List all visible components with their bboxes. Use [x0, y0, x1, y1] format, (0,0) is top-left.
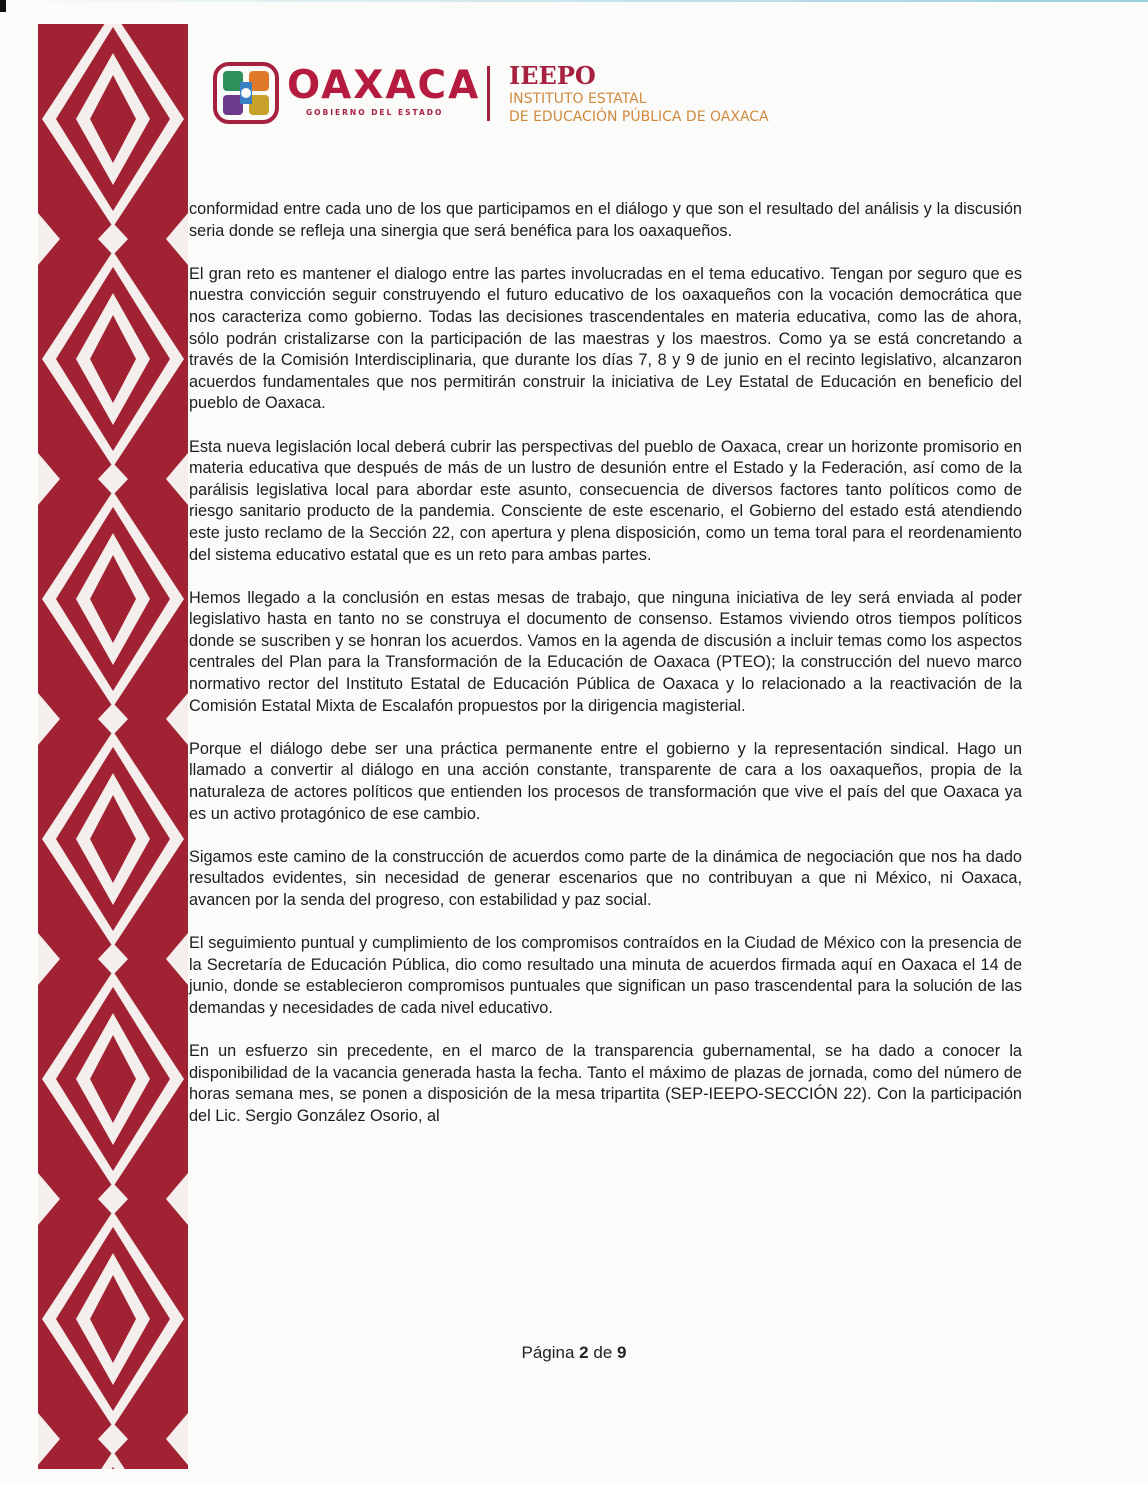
body-paragraph: Porque el diálogo debe ser una práctica permanente entre el gobierno y la representación sindical. Hago un llamado a convertir al diálogo en una acción constante, transparente de cara a los oaxaqueños, propia de la naturaleza de actores políticos que entienden los procesos de transformación que vive el país del que Oaxaca ya es un activo protagónico de ese cambio. — [189, 739, 1022, 823]
body-paragraph: El seguimiento puntual y cumplimiento de los compromisos contraídos en la Ciudad de México con la presencia de la Secretaría de Educación Pública, dio como resultado una minuta de acuerdos firmada aquí en Oaxaca el 14 de junio, donde se establecieron compromisos puntuales que significan un paso trascendental para la solución de las demandas y necesidades de cada nivel educativo. — [189, 934, 1022, 1017]
page-number — [0, 1343, 1148, 1363]
agency-acronym: IEEPO — [509, 61, 596, 90]
body-paragraph: El gran reto es mantener el dialogo entre las partes involucradas en el tema educativo. Tengan por seguro que es nuestra convicción seguir construyendo el futuro educativo de los oaxaqueños con la vocación democrática que nos caracteriza como gobierno. Todas las decisiones trascendentales en materia educativa, como las de ahora, sólo podrán cristalizarse con la participación de las maestras y los maestros. Como ya se está concretando a través de la Comisión Interdisciplinaria, que durante los días 7, 8 y 9 de junio en el recinto legislativo, alcanzaron acuerdos fundamentales que nos permitirán construir la iniciativa de Ley Estatal de Educación en beneficio del pueblo de Oaxaca. — [189, 264, 1022, 413]
scan-top-edge — [0, 0, 1148, 2]
header-divider — [487, 66, 490, 121]
body-paragraph: Sigamos este camino de la construcción de acuerdos como parte de la dinámica de negociación que nos ha dado resultados evidentes, sin necesidad de generar escenarios que no contribuyan a que ni México, ni Oaxaca, avancen por la senda del progreso, con estabilidad y paz social. — [189, 847, 1022, 909]
current-page-number: 2 — [579, 1343, 589, 1362]
oaxaca-coat-of-arms-icon — [213, 62, 279, 124]
total-page-count: 9 — [617, 1343, 627, 1362]
brand-name: OAXACA — [287, 63, 481, 108]
decorative-textile-border — [38, 24, 188, 1469]
agency-name-line-1: INSTITUTO ESTATAL — [509, 91, 647, 107]
agency-name-line-2: DE EDUCACIÓN PÚBLICA DE OAXACA — [509, 109, 769, 125]
of-word: de — [593, 1343, 613, 1362]
body-paragraph: En un esfuerzo sin precedente, en el marco de la transparencia gubernamental, se ha dado a conocer la disponibilidad de la vacancia generada hasta la fecha. Tanto el máximo de plazas de jornada, como del número de horas semana mes, se ponen a disposición de la mesa tripartita (SEP-IEEPO-SECCIÓN 22). Con la participación del Lic. Sergio González Osorio, al — [189, 1042, 1022, 1125]
body-paragraph: conformidad entre cada uno de los que participamos en el diálogo y que son el resultado del análisis y la discusión seria donde se refleja una sinergia que será benéfica para los oaxaqueños. — [189, 200, 1022, 240]
body-paragraph: Esta nueva legislación local deberá cubrir las perspectivas del pueblo de Oaxaca, crear un horizonte promisorio en materia educativa que después de más de un lustro de desunión entre el Estado y la Federación, así como de la parálisis legislativa local para abordar este asunto, consecuencia de diversos factores tanto políticos como de riesgo sanitario producto de la pandemia. Consciente de este escenario, el Gobierno del estado está atendiendo este justo reclamo de la Sección 22, con apertura y plena disposición, como un tema toral para el reordenamiento del sistema educativo estatal que es un reto para ambas partes. — [189, 437, 1022, 564]
brand-subtitle: GOBIERNO DEL ESTADO — [306, 108, 444, 117]
document-body — [189, 199, 1022, 1149]
body-paragraph: Hemos llegado a la conclusión en estas mesas de trabajo, que ninguna iniciativa de ley será enviada al poder legislativo hasta en tanto no se construya el documento de consenso. Estamos viviendo otros tiempos políticos donde se suscriben y se honran los acuerdos. Vamos en la agenda de discusión a incluir temas como los aspectos centrales del Plan para la Transformación de la Educación de Oaxaca (PTEO); la construcción del nuevo marco normativo rector del Instituto Estatal de Educación Pública de Oaxaca y lo relacionado a la reactivación de la Comisión Estatal Mixta de Escalafón propuestos por la dirigencia magisterial. — [189, 588, 1022, 715]
page-word: Página — [521, 1343, 575, 1362]
